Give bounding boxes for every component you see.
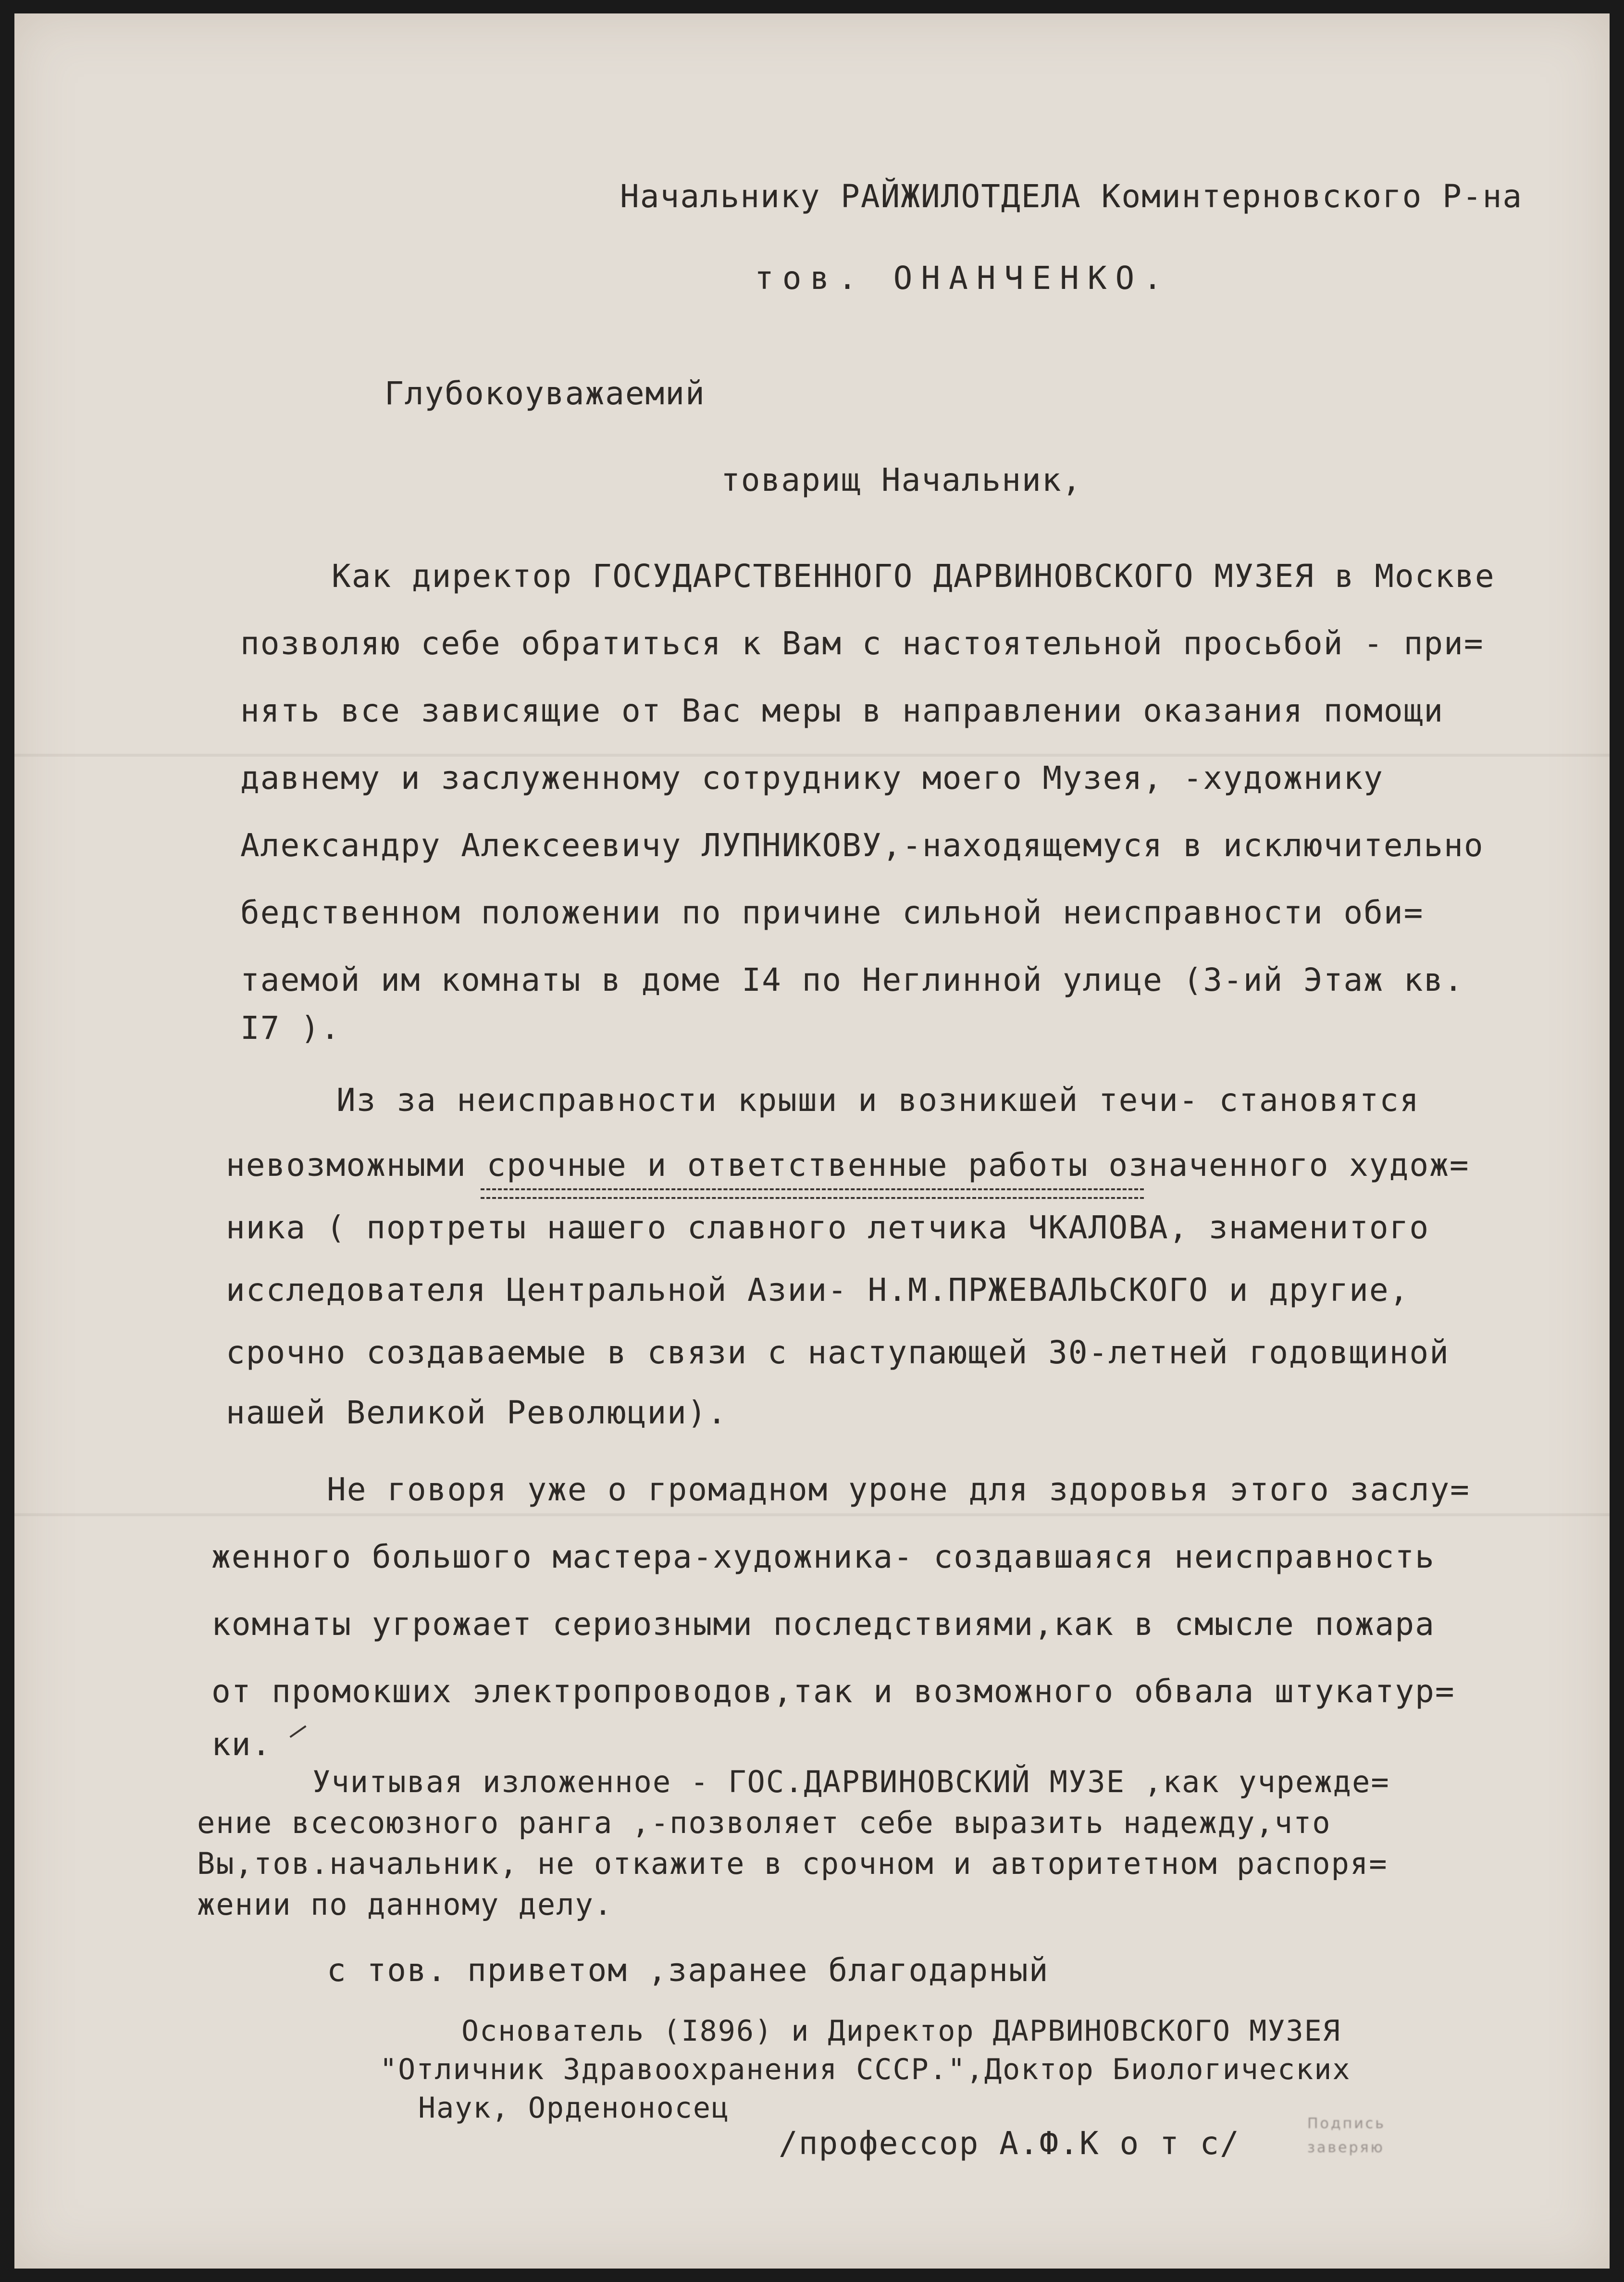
paragraph-3-line: комнаты угрожает сериозными последствиями,как в смысле пожара [211,1606,1435,1643]
paragraph-2-line: нашей Великой Революции). [226,1394,728,1431]
paragraph-1-line: позволяю себе обратиться к Вам с настоятельной просьбой - при= [240,625,1484,662]
paper-fold [14,754,1610,757]
paragraph-2-line: невозможными срочные и ответственные работы означенного худож= [226,1147,1470,1184]
paragraph-2-line: исследователя Центральной Азии- Н.М.ПРЖЕВАЛЬСКОГО и другие, [226,1272,1410,1309]
paragraph-1-line: Александру Алексеевичу ЛУПНИКОВУ,-находящемуся в исключительно [240,827,1484,864]
closing-line: с тов. приветом ,заранее благодарный [327,1952,1049,1989]
salutation-line-1: Глубокоуважаемий [384,375,706,412]
signature-title-line: Основатель (I896) и Директор ДАРВИНОВСКОГО МУЗЕЯ [461,2014,1341,2048]
paragraph-4-line: ение всесоюзного ранга ,-позволяет себе выразить надежду,что [197,1805,1331,1840]
faded-stamp [1288,2101,1514,2245]
paragraph-2-line: срочно создаваемые в связи с наступающей 30-летней годовщиной [226,1334,1450,1371]
paragraph-1-line: таемой им комнаты в доме I4 по Неглинной улице (3-ий Этаж кв. [240,961,1464,998]
paragraph-4-line: Вы,тов.начальник, не откажите в срочном и авторитетном распоря= [197,1846,1388,1881]
signature-name: /профессор А.Ф.К о т с/ [779,2125,1240,2162]
addressee-line-2: тов. ОНАНЧЕНКО. [755,260,1171,297]
signature-title-line: Наук, Орденоносец [418,2091,730,2125]
salutation-line-2: товарищ Начальник, [721,461,1082,499]
stamp-text: Подпись [1307,2115,1386,2132]
paragraph-2-line: Из за неисправности крыши и возникшей течи- становятся [336,1082,1420,1119]
paragraph-3-line: ки. [211,1726,272,1763]
signature-title-line: "Отличник Здравоохранения СССР.",Доктор Биологических [380,2053,1351,2086]
paragraph-3-line: от промокших электропроводов,так и возможного обвала штукатур= [211,1673,1455,1710]
paragraph-1-line: I7 ). [240,1010,341,1047]
paragraph-4-line: Учитывая изложенное - ГОС.ДАРВИНОВСКИЙ МУЗЕ ,как учрежде= [312,1764,1390,1799]
paragraph-1-line: бедственном положении по причине сильной неисправности оби= [240,894,1424,931]
addressee-line-1: Начальнику РАЙЖИЛОТДЕЛА Коминтерновского Р-на [620,178,1523,215]
document-sheet [14,13,1610,2269]
paragraph-3-line: Не говоря уже о громадном уроне для здоровья этого заслу= [327,1471,1470,1508]
paragraph-2-line: ника ( портреты нашего славного летчика ЧКАЛОВА, знаменитого [226,1209,1430,1246]
paper-fold [14,1513,1610,1516]
paragraph-1-line: давнему и заслуженному сотруднику моего Музея, -художнику [240,760,1384,797]
paragraph-1-line: нять все зависящие от Вас меры в направлении оказания помощи [240,692,1444,729]
double-underline-mark [481,1188,1144,1199]
paragraph-4-line: жении по данному делу. [197,1887,613,1922]
stamp-text: заверяю [1307,2139,1385,2156]
paragraph-1-line: Как директор ГОСУДАРСТВЕННОГО ДАРВИНОВСКОГО МУЗЕЯ в Москве [332,558,1495,595]
paragraph-3-line: женного большого мастера-художника- создавшаяся неисправность [211,1538,1435,1575]
